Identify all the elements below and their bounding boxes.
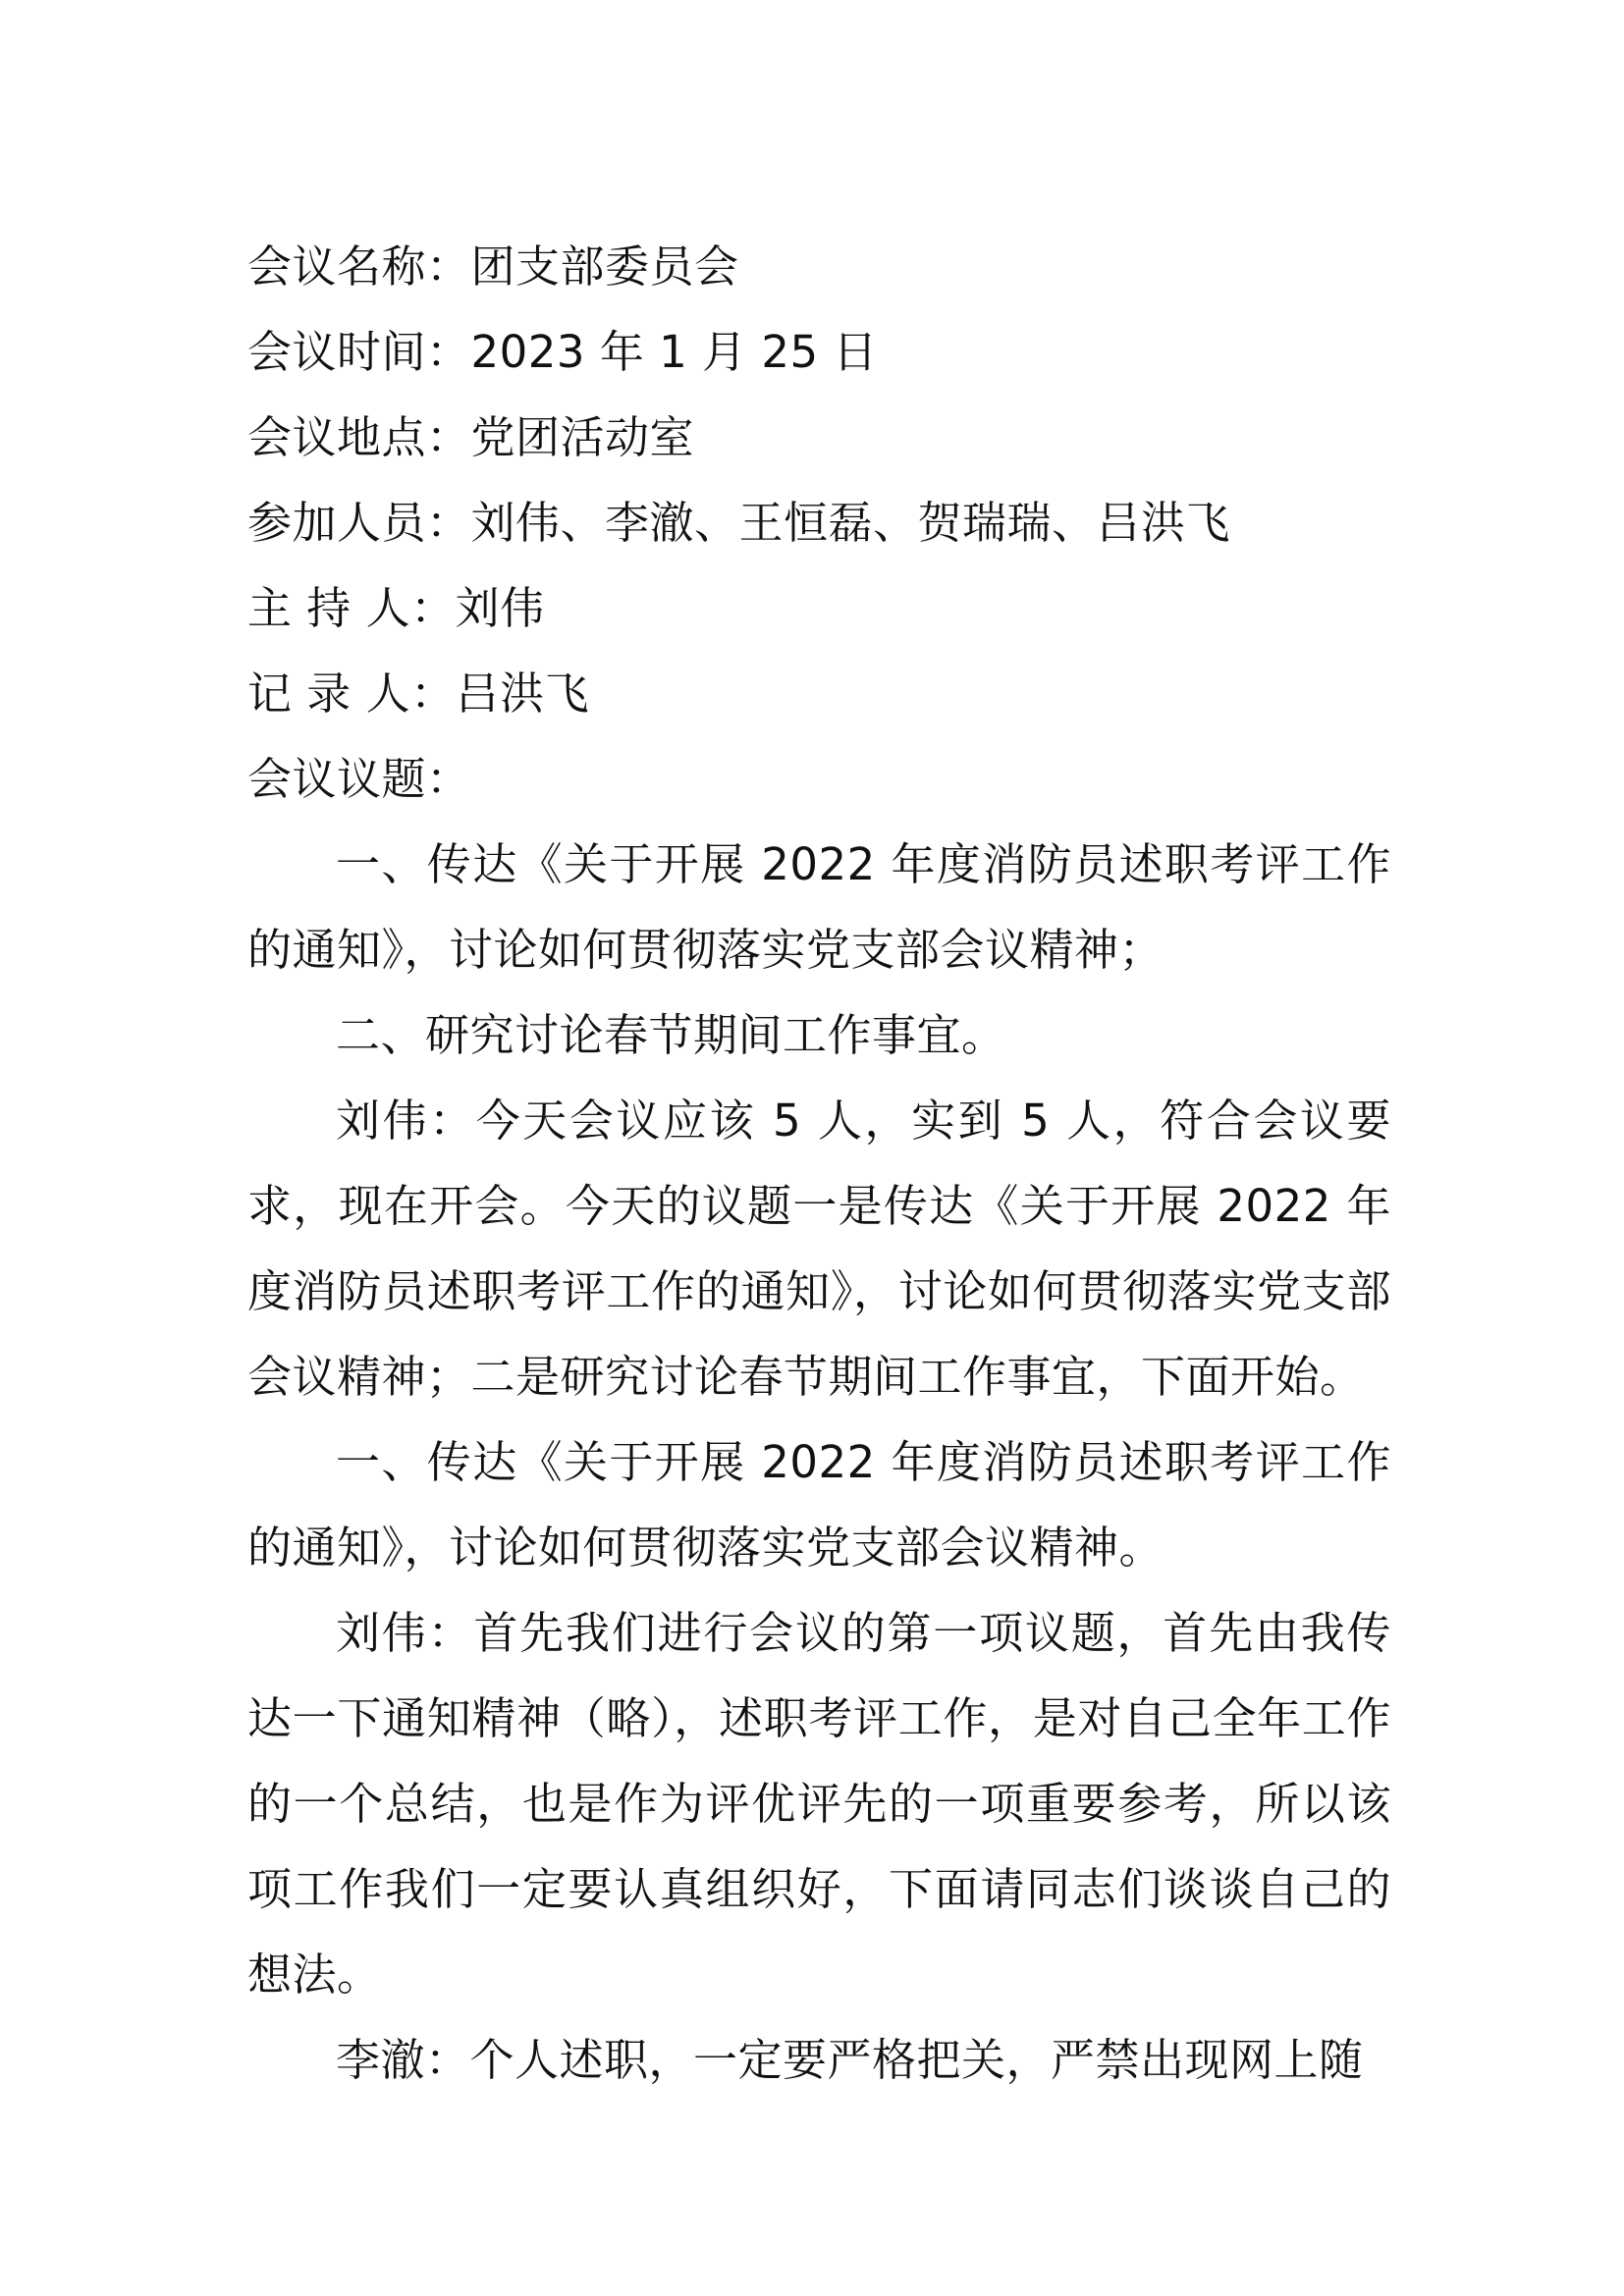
host: 主 持 人：刘伟	[247, 582, 545, 634]
agenda-item-1: 一、传达《关于开展 2022 年度消防员述职考评工作的通知》，讨论如何贯彻落实党支部会议精神；	[247, 838, 1391, 976]
meeting-time: 会议时间：2023 年 1 月 25 日	[247, 326, 878, 378]
attendees: 参加人员：刘伟、李澈、王恒磊、贺瑞瑞、吕洪飞	[247, 497, 1231, 549]
agenda-label: 会议议题：	[247, 753, 471, 805]
paragraph-liche-speech: 李澈：个人述职，一定要严格把关，严禁出现网上随	[336, 2034, 1364, 2086]
paragraph-liuwei-speech: 刘伟：首先我们进行会议的第一项议题，首先由我传达一下通知精神（略），述职考评工作，是对自己全年工作的一个总结，也是作为评优评先的一项重要参考，所以该项工作我们一定要认真组织好，下面请同志们谈谈自己的想法。	[247, 1607, 1391, 2001]
meeting-place: 会议地点：党团活动室	[247, 411, 695, 463]
section-heading-1: 一、传达《关于开展 2022 年度消防员述职考评工作的通知》，讨论如何贯彻落实党支部会议精神。	[247, 1436, 1391, 1574]
agenda-item-2: 二、研究讨论春节期间工作事宜。	[336, 1009, 1006, 1061]
recorder: 记 录 人：吕洪飞	[247, 667, 590, 720]
paragraph-opening-remarks: 刘伟：今天会议应该 5 人，实到 5 人，符合会议要求，现在开会。今天的议题一是传达《关于开展 2022 年度消防员述职考评工作的通知》，讨论如何贯彻落实党支部会议精神；二是研究讨论春节期间工作事宜，下面开始。	[247, 1095, 1391, 1403]
meeting-minutes-body	[247, 224, 1391, 2103]
meeting-name: 会议名称：团支部委员会	[247, 240, 739, 293]
